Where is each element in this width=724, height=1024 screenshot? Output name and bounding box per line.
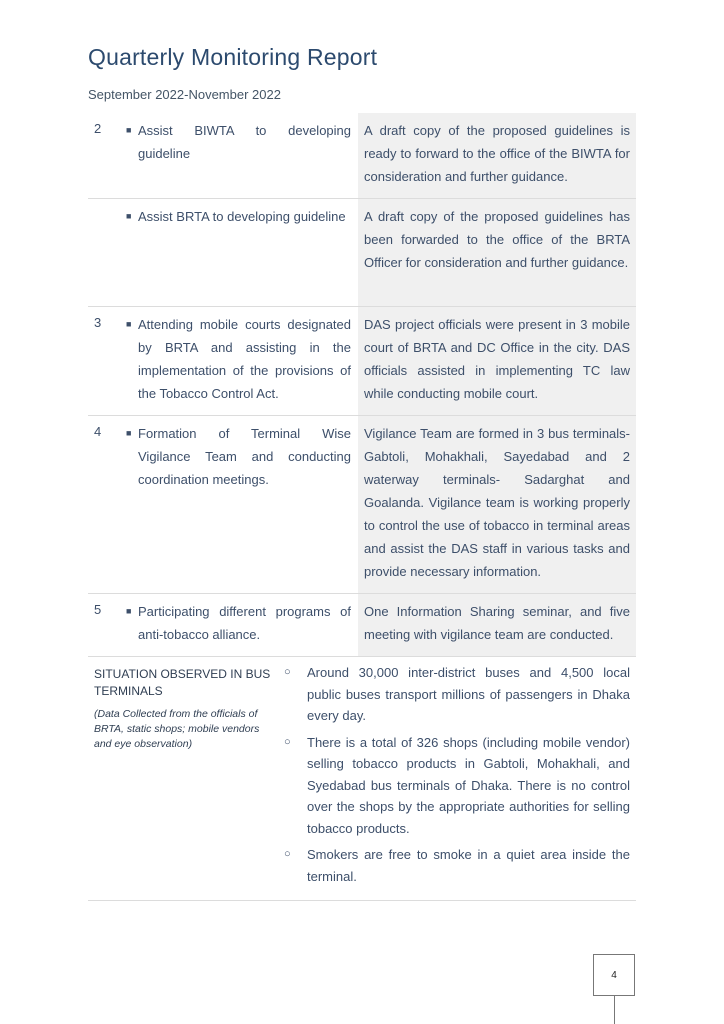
square-bullet-icon: ■ bbox=[126, 211, 132, 221]
list-item-text: Smokers are free to smoke in a quiet area inside the terminal. bbox=[307, 847, 630, 884]
situation-section bbox=[88, 657, 636, 901]
square-bullet-icon: ■ bbox=[126, 428, 132, 438]
status-cell: A draft copy of the proposed guidelines has been forwarded to the office of the BRTA Officer for consideration and further guidance. bbox=[358, 199, 636, 306]
status-cell: One Information Sharing seminar, and five meeting with vigilance team are conducted. bbox=[358, 594, 636, 656]
activity-cell bbox=[126, 422, 351, 491]
table-row bbox=[88, 594, 636, 657]
list-item-text: Around 30,000 inter-district buses and 4,500 local public buses transport millions of passengers in Dhaka every day. bbox=[307, 665, 630, 723]
status-cell: A draft copy of the proposed guidelines is ready to forward to the office of the BIWTA for consideration and further guidance. bbox=[358, 113, 636, 198]
activity-cell bbox=[126, 119, 351, 165]
activity-cell bbox=[126, 205, 351, 228]
list-item bbox=[284, 732, 630, 840]
activity-text: Formation of Terminal Wise Vigilance Team and conducting coordination meetings. bbox=[138, 426, 351, 487]
square-bullet-icon: ■ bbox=[126, 606, 132, 616]
situation-list bbox=[284, 662, 630, 892]
table-row bbox=[88, 307, 636, 416]
report-period: September 2022-November 2022 bbox=[88, 87, 281, 102]
table-row bbox=[88, 199, 636, 307]
activity-cell bbox=[126, 313, 351, 405]
situation-heading: SITUATION OBSERVED IN BUS TERMINALS bbox=[94, 667, 271, 698]
circle-bullet-icon: ○ bbox=[284, 666, 291, 678]
table-row bbox=[88, 113, 636, 199]
activity-cell bbox=[126, 600, 351, 646]
list-item bbox=[284, 844, 630, 887]
list-item bbox=[284, 662, 630, 727]
square-bullet-icon: ■ bbox=[126, 319, 132, 329]
page-title: Quarterly Monitoring Report bbox=[88, 44, 378, 70]
row-number: 2 bbox=[94, 121, 102, 136]
circle-bullet-icon: ○ bbox=[284, 848, 291, 860]
row-number: 4 bbox=[94, 424, 102, 439]
list-item-text: There is a total of 326 shops (including mobile vendor) selling tobacco products in Gabtoli, Mohakhali, and Syedabad bus terminals of Dhaka. There is no control over the shops by the appropriate authorities for selling tobacco products. bbox=[307, 734, 630, 836]
activity-text: Participating different programs of anti-tobacco alliance. bbox=[138, 604, 351, 642]
activity-text: Assist BRTA to developing guideline bbox=[138, 209, 346, 224]
row-number: 3 bbox=[94, 315, 102, 330]
activity-text: Attending mobile courts designated by BRTA and assisting in the implementation of the provisions of the Tobacco Control Act. bbox=[138, 317, 351, 401]
row-number: 5 bbox=[94, 602, 102, 617]
activity-table bbox=[88, 113, 636, 901]
situation-note: (Data Collected from the officials of BRTA, static shops; mobile vendors and eye observation) bbox=[94, 708, 260, 750]
square-bullet-icon: ■ bbox=[126, 125, 132, 135]
activity-text: Assist BIWTA to developing guideline bbox=[138, 123, 351, 161]
page-number-line bbox=[614, 996, 615, 1024]
circle-bullet-icon: ○ bbox=[284, 735, 291, 748]
page-number-box: 4 bbox=[593, 954, 635, 996]
status-cell: DAS project officials were present in 3 mobile court of BRTA and DC Office in the city. DAS officials assisted in implementing TC law while conducting mobile court. bbox=[358, 307, 636, 415]
table-row bbox=[88, 416, 636, 594]
status-cell: Vigilance Team are formed in 3 bus terminals- Gabtoli, Mohakhali, Sayedabad and 2 waterway terminals- Sadarghat and Goalanda. Vigilance team is working properly to control the use of tobacco in terminal areas and assist the DAS staff in various tasks and provide necessary information. bbox=[358, 416, 636, 593]
